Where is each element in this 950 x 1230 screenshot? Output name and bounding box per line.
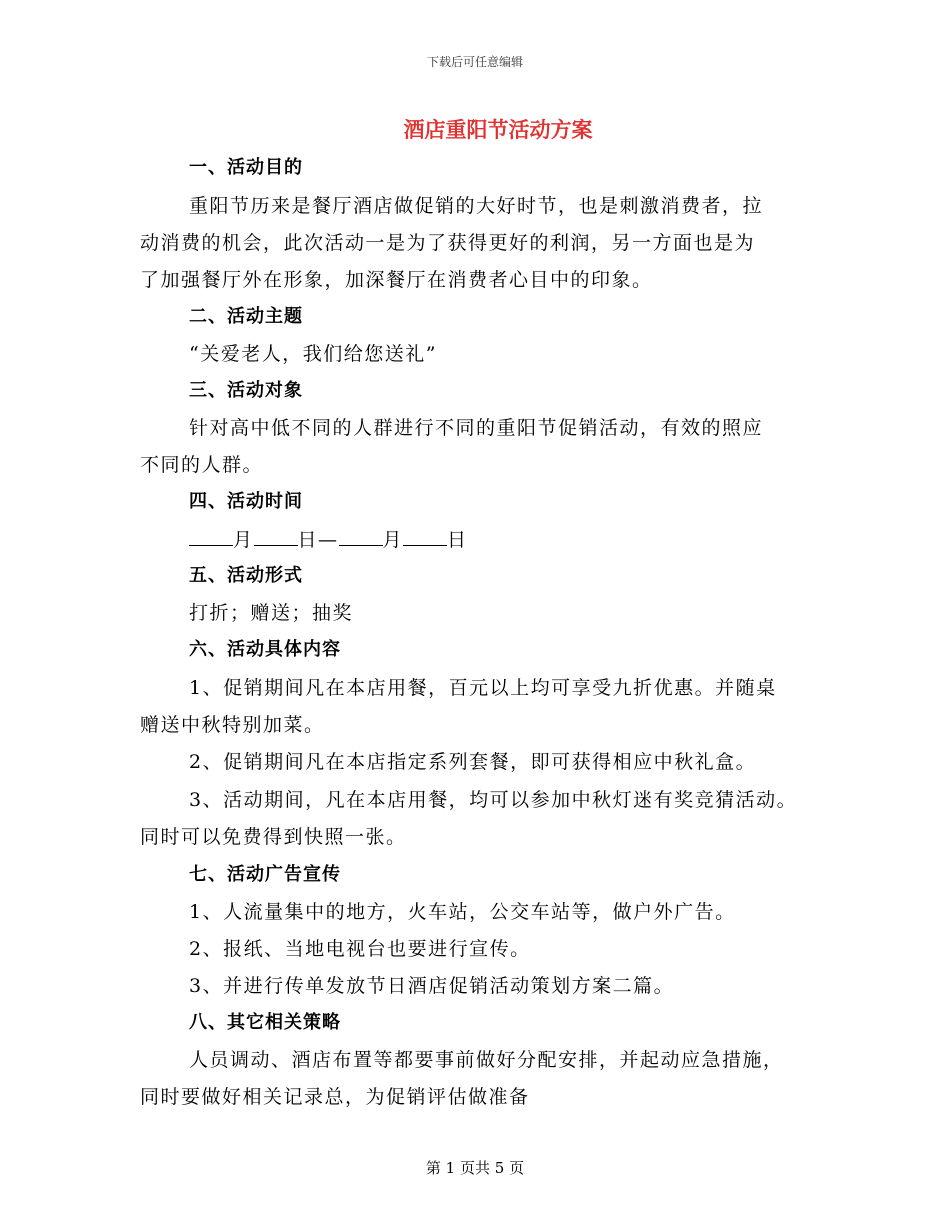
section-heading-time: 四、活动时间 [189,491,303,512]
paragraph-line: 同时要做好相关记录总，为促销评估做准备 [140,1086,530,1108]
list-item-line: 同时可以免费得到快照一张。 [140,826,407,848]
paragraph-line: “关爱老人，我们给您送礼” [189,343,437,365]
page-footer: 第 1 页共 5 页 [425,1159,525,1177]
paragraph-line: 重阳节历来是餐厅酒店做促销的大好时节，也是刺激消费者，拉 [189,195,764,217]
section-heading-format: 五、活动形式 [189,565,303,586]
date-month: 月 [233,529,254,551]
paragraph-line: 人员调动、酒店布置等都要事前做好分配安排，并起动应急措施， [189,1049,784,1071]
date-day-dash: 日— [297,529,339,551]
date-day: 日 [447,529,468,551]
blank-underline [339,527,383,546]
section-heading-details: 六、活动具体内容 [189,639,341,660]
paragraph-line: 打折；赠送；抽奖 [189,602,354,624]
paragraph-line: 了加强餐厅外在形象，加深餐厅在消费者心目中的印象。 [140,269,653,291]
list-item-line: 2、报纸、当地电视台也要进行宣传。 [189,938,531,960]
date-month: 月 [382,529,404,551]
list-item-line: 1、人流量集中的地方，火车站，公交车站等，做户外广告。 [189,901,736,923]
paragraph-line: 针对高中低不同的人群进行不同的重阳节促销活动，有效的照应 [189,417,764,439]
section-heading-theme: 二、活动主题 [189,306,303,327]
document-title: 酒店重阳节活动方案 [403,118,593,142]
section-heading-purpose: 一、活动目的 [189,157,303,178]
paragraph-line: 动消费的机会，此次活动一是为了获得更好的利润，另一方面也是为 [140,232,756,254]
blank-underline [254,527,298,546]
list-item-line: 2、促销期间凡在本店指定系列套餐，即可获得相应中秋礼盒。 [189,751,757,773]
section-heading-audience: 三、活动对象 [189,380,303,401]
list-item-line: 3、活动期间，凡在本店用餐，均可以参加中秋灯迷有奖竞猜活动。 [189,789,798,811]
section-heading-strategy: 八、其它相关策略 [189,1012,341,1033]
blank-underline [403,527,447,546]
list-item-line: 3、并进行传单发放节日酒店促销活动策划方案二篇。 [189,975,675,997]
list-item-line: 赠送中秋特别加菜。 [140,714,325,736]
list-item-line: 1、促销期间凡在本店用餐，百元以上均可享受九折优惠。并随桌 [189,677,777,699]
paragraph-line: 不同的人群。 [140,454,264,476]
blank-underline [189,527,233,546]
header-note: 下载后可任意编辑 [426,55,523,69]
date-range-line [189,527,468,552]
section-heading-advertising: 七、活动广告宣传 [189,864,341,885]
